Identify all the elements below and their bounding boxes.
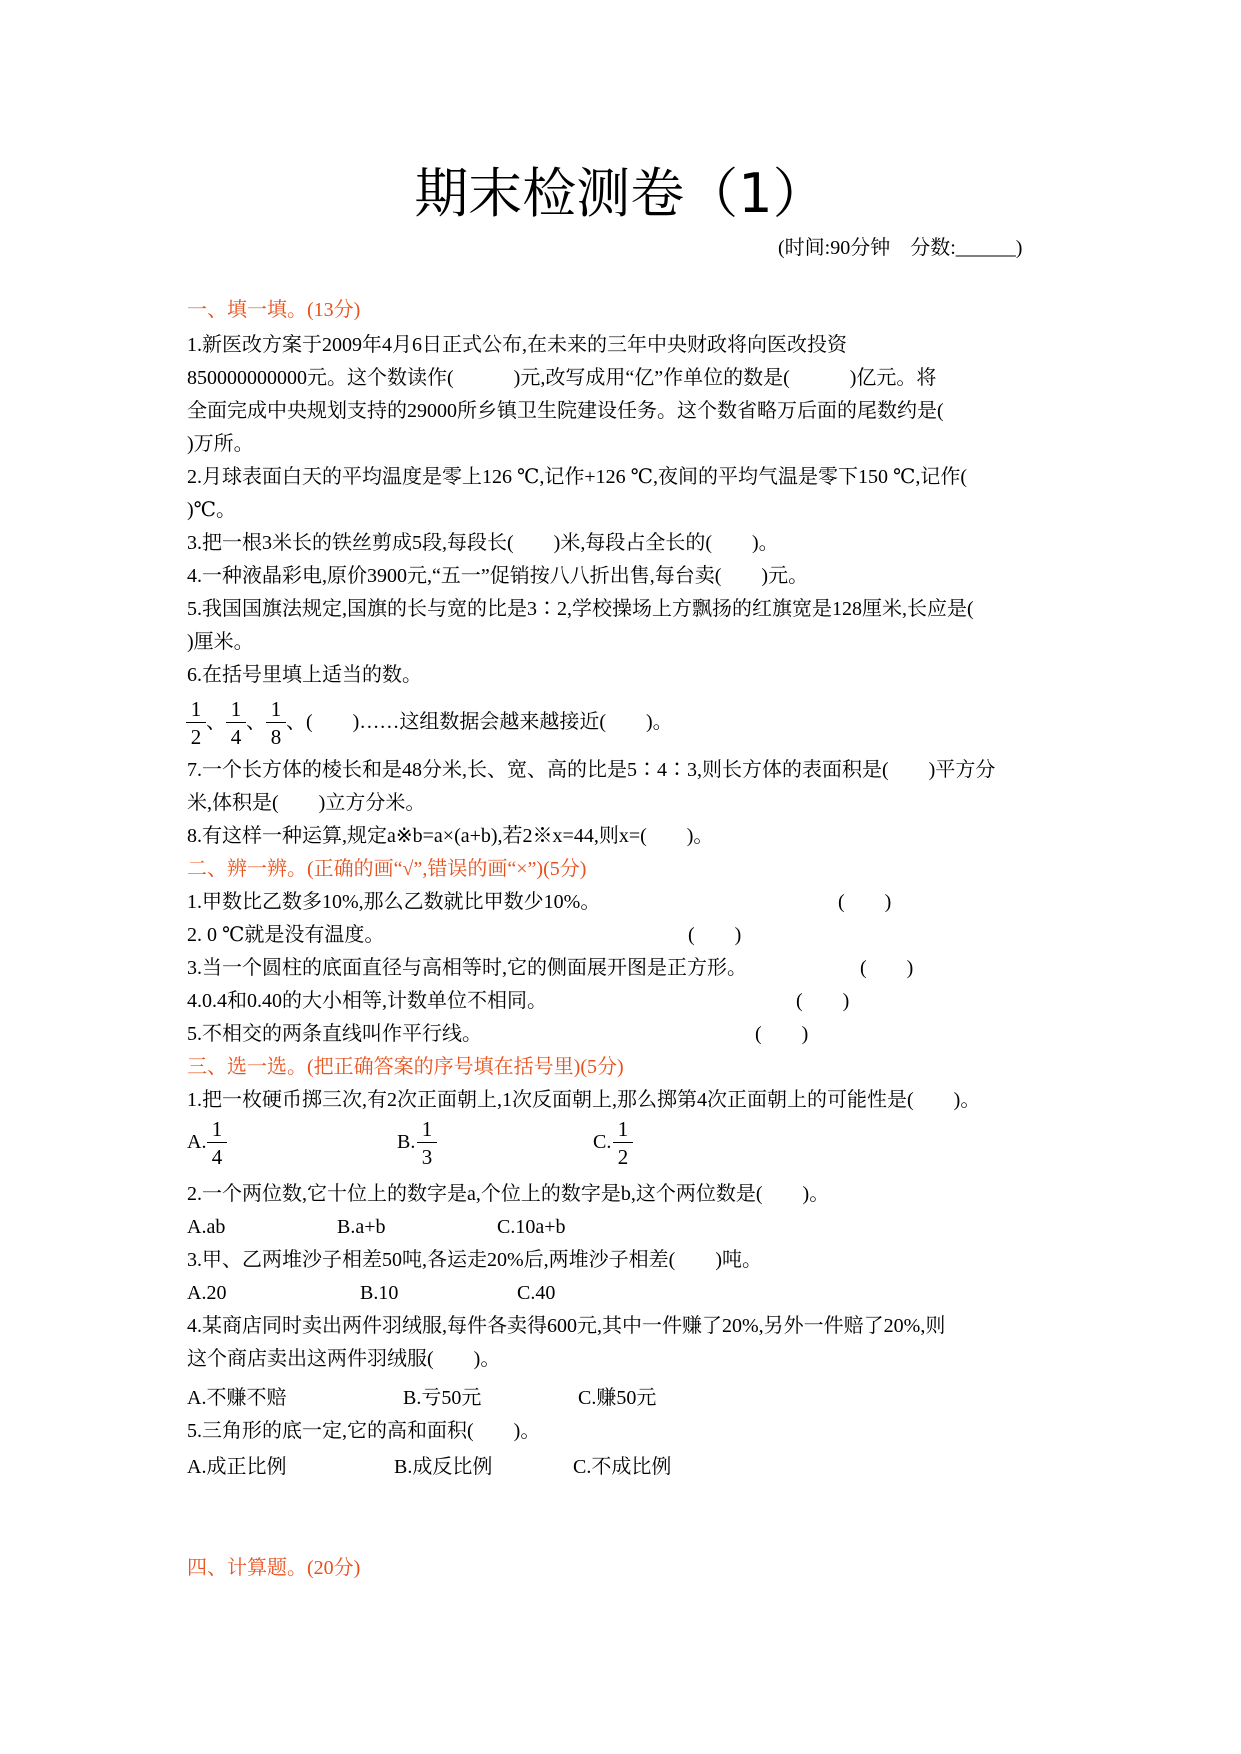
fraction-numerator: 1 bbox=[226, 697, 246, 723]
judge-q4-answer-box[interactable]: ( ) bbox=[796, 990, 850, 1012]
choose-q1: 1.把一枚硬币掷三次,有2次正面朝上,1次反面朝上,那么掷第4次正面朝上的可能性是( )。 bbox=[187, 1089, 981, 1111]
choose-q5-option-c: C.不成比例 bbox=[573, 1456, 672, 1478]
section-heading-1: 一、填一填。(13分) bbox=[187, 299, 361, 321]
fraction-denominator: 2 bbox=[617, 1145, 629, 1169]
judge-q1: 1.甲数比乙数多10%,那么乙数就比甲数少10%。 bbox=[187, 891, 601, 913]
fraction-numerator: 1 bbox=[186, 697, 206, 723]
choose-q2-option-a: A.ab bbox=[187, 1216, 226, 1238]
choose-q3: 3.甲、乙两堆沙子相差50吨,各运走20%后,两堆沙子相差( )吨。 bbox=[187, 1249, 762, 1271]
choose-q2-option-c: C.10a+b bbox=[497, 1216, 566, 1238]
choose-q2-option-b: B.a+b bbox=[337, 1216, 386, 1238]
fraction-denominator: 8 bbox=[270, 725, 282, 749]
choose-q4-option-c: C.赚50元 bbox=[578, 1387, 657, 1409]
fill-q6-tail: 、( )……这组数据会越来越接近( )。 bbox=[286, 711, 673, 733]
fill-q1-line4: )万所。 bbox=[187, 433, 254, 455]
fraction-denominator: 3 bbox=[421, 1145, 433, 1169]
judge-q2: 2. 0 ℃就是没有温度。 bbox=[187, 924, 385, 946]
judge-q2-answer-box[interactable]: ( ) bbox=[688, 924, 742, 946]
fraction-denominator: 4 bbox=[211, 1145, 223, 1169]
fill-q5-line1: 5.我国国旗法规定,国旗的长与宽的比是3∶2,学校操场上方飘扬的红旗宽是128厘米,长应是( bbox=[187, 598, 974, 620]
fraction-separator: 、 bbox=[246, 711, 266, 733]
fill-q7-line1: 7.一个长方体的棱长和是48分米,长、宽、高的比是5∶4∶3,则长方体的表面积是( )平方分 bbox=[187, 759, 996, 781]
choose-q4-line1: 4.某商店同时卖出两件羽绒服,每件各卖得600元,其中一件赚了20%,另外一件赔了20%,则 bbox=[187, 1315, 946, 1337]
fill-q4: 4.一种液晶彩电,原价3900元,“五一”促销按八八折出售,每台卖( )元。 bbox=[187, 565, 809, 587]
fraction-numerator: 1 bbox=[266, 697, 286, 723]
choose-q4-line2: 这个商店卖出这两件羽绒服( )。 bbox=[187, 1348, 501, 1370]
fill-q1-line2: 850000000000元。这个数读作( )元,改写成用“亿”作单位的数是( )亿元。将 bbox=[187, 367, 937, 389]
judge-q3: 3.当一个圆柱的底面直径与高相等时,它的侧面展开图是正方形。 bbox=[187, 957, 747, 979]
judge-q1-answer-box[interactable]: ( ) bbox=[838, 891, 892, 913]
fill-q8: 8.有这样一种运算,规定a※b=a×(a+b),若2※x=44,则x=( )。 bbox=[187, 825, 714, 847]
fraction-numerator: 1 bbox=[207, 1117, 227, 1143]
choose-q5-option-b: B.成反比例 bbox=[394, 1456, 493, 1478]
fraction-one-half bbox=[186, 697, 206, 749]
fill-q2-line2: )℃。 bbox=[187, 499, 237, 521]
subtitle: (时间:90分钟 分数:______) bbox=[778, 237, 1023, 259]
fill-q7-line2: 米,体积是( )立方分米。 bbox=[187, 792, 426, 814]
judge-q4: 4.0.4和0.40的大小相等,计数单位不相同。 bbox=[187, 990, 547, 1012]
fraction-denominator: 2 bbox=[190, 725, 202, 749]
choose-q3-option-b: B.10 bbox=[360, 1282, 399, 1304]
fill-q5-line2: )厘米。 bbox=[187, 631, 254, 653]
fill-q3: 3.把一根3米长的铁丝剪成5段,每段长( )米,每段占全长的( )。 bbox=[187, 532, 779, 554]
section-heading-4: 四、计算题。(20分) bbox=[187, 1557, 361, 1579]
judge-q3-answer-box[interactable]: ( ) bbox=[860, 957, 914, 979]
choose-q4-option-b: B.亏50元 bbox=[403, 1387, 482, 1409]
choose-q3-option-c: C.40 bbox=[517, 1282, 556, 1304]
fraction-one-quarter bbox=[226, 697, 246, 749]
choose-q5-option-a: A.成正比例 bbox=[187, 1456, 287, 1478]
choose-q1-option-b-label: B. bbox=[397, 1131, 416, 1153]
fill-q6: 6.在括号里填上适当的数。 bbox=[187, 664, 422, 686]
choose-q3-option-a: A.20 bbox=[187, 1282, 227, 1304]
fill-q1-line3: 全面完成中央规划支持的29000所乡镇卫生院建设任务。这个数省略万后面的尾数约是( bbox=[187, 400, 944, 422]
choose-q1-option-c-fraction bbox=[613, 1117, 633, 1169]
choose-q1-option-c-label: C. bbox=[593, 1131, 612, 1153]
choose-q1-option-b-fraction bbox=[417, 1117, 437, 1169]
fill-q2-line1: 2.月球表面白天的平均温度是零上126 ℃,记作+126 ℃,夜间的平均气温是零下150 ℃,记作( bbox=[187, 466, 968, 488]
fraction-denominator: 4 bbox=[230, 725, 242, 749]
section-heading-2: 二、辨一辨。(正确的画“√”,错误的画“×”)(5分) bbox=[187, 858, 587, 880]
fraction-numerator: 1 bbox=[613, 1117, 633, 1143]
choose-q5: 5.三角形的底一定,它的高和面积( )。 bbox=[187, 1420, 541, 1442]
judge-q5-answer-box[interactable]: ( ) bbox=[755, 1023, 809, 1045]
fraction-separator: 、 bbox=[206, 711, 226, 733]
choose-q2: 2.一个两位数,它十位上的数字是a,个位上的数字是b,这个两位数是( )。 bbox=[187, 1183, 830, 1205]
page-title: 期末检测卷（1） bbox=[414, 162, 827, 225]
section-heading-3: 三、选一选。(把正确答案的序号填在括号里)(5分) bbox=[187, 1056, 624, 1078]
judge-q5: 5.不相交的两条直线叫作平行线。 bbox=[187, 1023, 482, 1045]
choose-q1-option-a-label: A. bbox=[187, 1131, 207, 1153]
fraction-one-eighth bbox=[266, 697, 286, 749]
fraction-numerator: 1 bbox=[417, 1117, 437, 1143]
choose-q4-option-a: A.不赚不赔 bbox=[187, 1387, 287, 1409]
fill-q1-line1: 1.新医改方案于2009年4月6日正式公布,在未来的三年中央财政将向医改投资 bbox=[187, 334, 847, 356]
choose-q1-option-a-fraction bbox=[207, 1117, 227, 1169]
